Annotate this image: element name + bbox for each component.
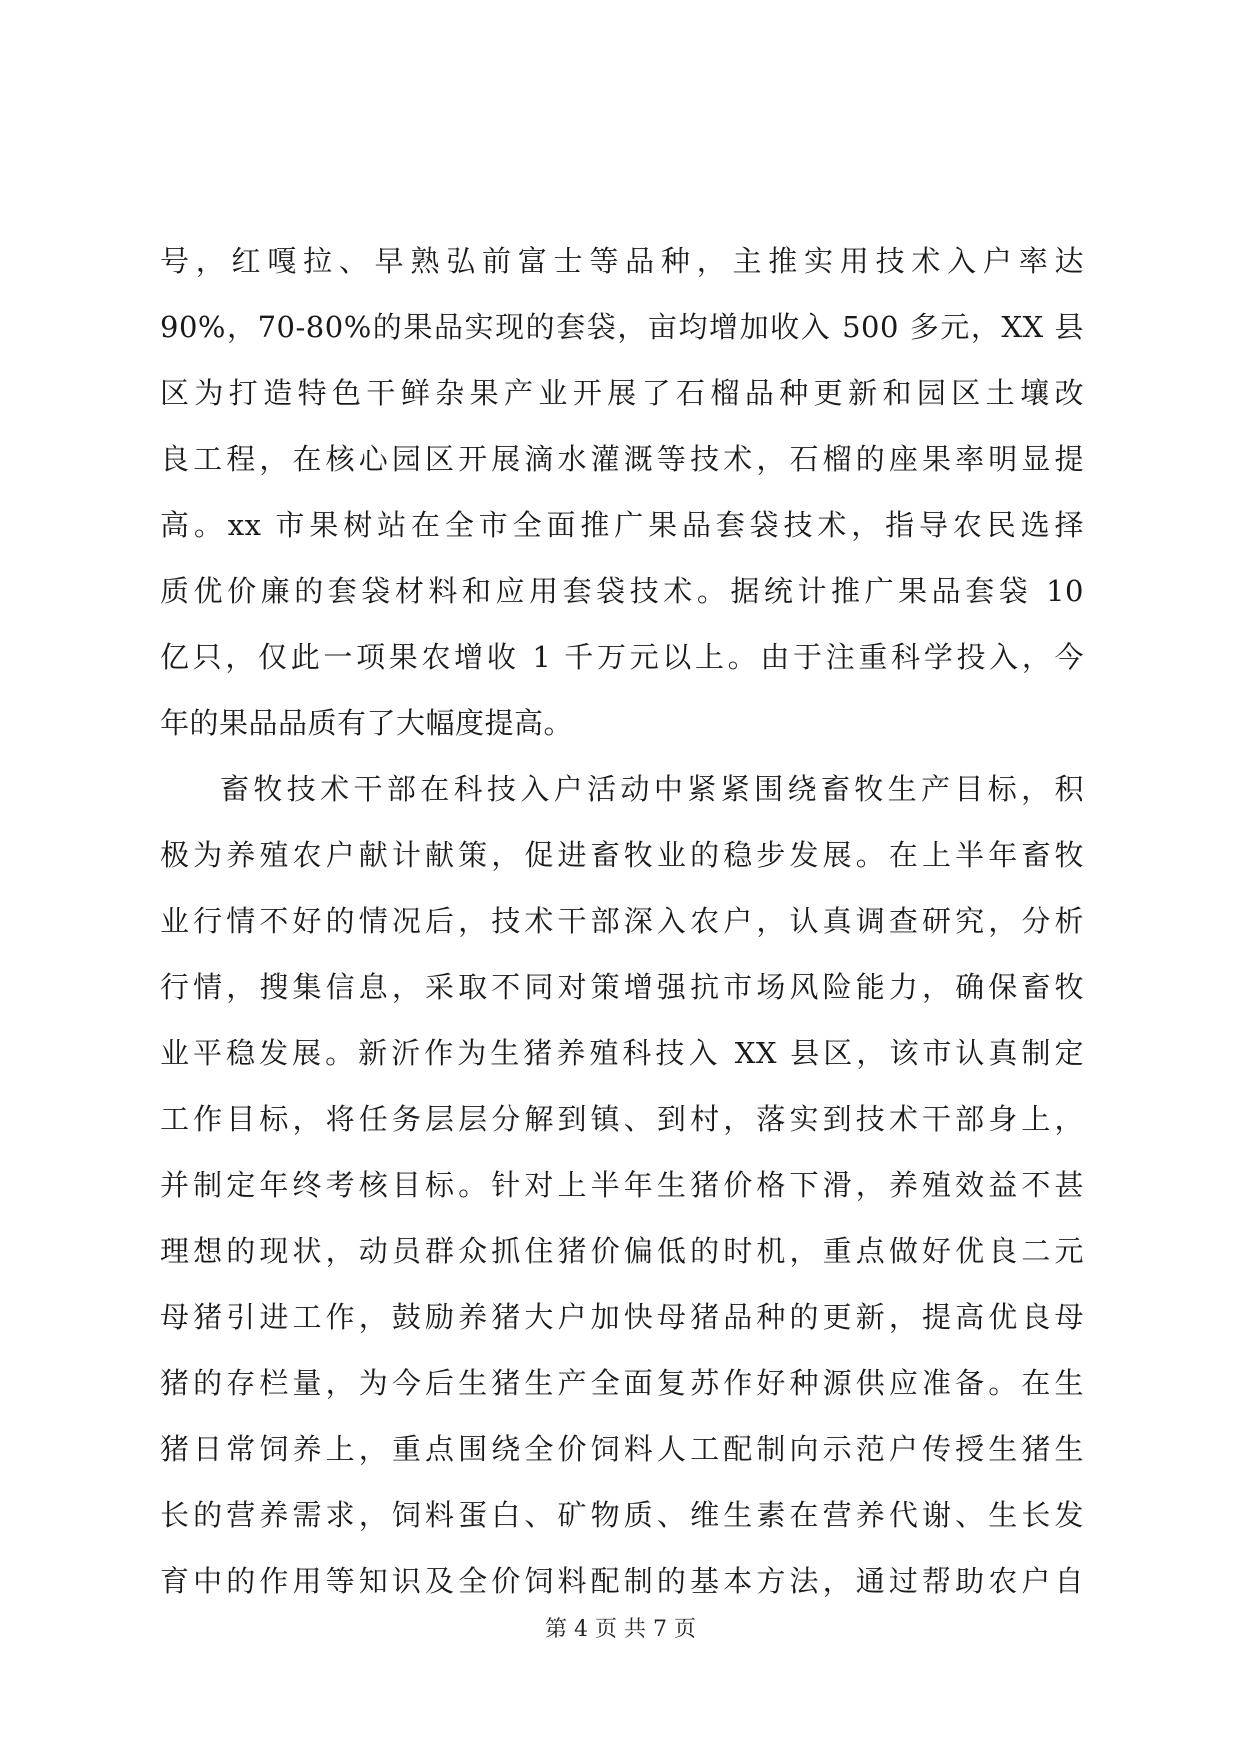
text-line: 育中的作用等知识及全价饲料配制的基本方法，通过帮助农户自 (160, 1564, 1084, 1598)
text-line: 理想的现状，动员群众抓住猪价偏低的时机，重点做好优良二元 (160, 1234, 1084, 1268)
text-line: 年的果品品质有了大幅度提高。 (160, 706, 574, 740)
text-line: 业行情不好的情况后，技术干部深入农户，认真调查研究，分析 (160, 904, 1084, 938)
paragraph-1 (160, 228, 1084, 756)
text-line: 业平稳发展。新沂作为生猪养殖科技入 XX 县区，该市认真制定 (160, 1036, 1084, 1070)
text-line: 号，红嘎拉、早熟弘前富士等品种，主推实用技术入户率达 (160, 244, 1084, 278)
text-line: 并制定年终考核目标。针对上半年生猪价格下滑，养殖效益不甚 (160, 1168, 1084, 1202)
text-line: 质优价廉的套袋材料和应用套袋技术。据统计推广果品套袋 10 (160, 574, 1084, 608)
page-number-footer: 第 4 页 共 7 页 (545, 1617, 696, 1642)
text-line: 行情，搜集信息，采取不同对策增强抗市场风险能力，确保畜牧 (160, 970, 1084, 1004)
text-line: 极为养殖农户献计献策，促进畜牧业的稳步发展。在上半年畜牧 (160, 838, 1084, 872)
document-body (160, 228, 1084, 1614)
text-line: 90%，70-80%的果品实现的套袋，亩均增加收入 500 多元，XX 县 (160, 310, 1084, 344)
paragraph-2 (160, 756, 1084, 1614)
text-line: 高。xx 市果树站在全市全面推广果品套袋技术，指导农民选择 (160, 508, 1084, 542)
text-line: 良工程，在核心园区开展滴水灌溉等技术，石榴的座果率明显提 (160, 442, 1084, 476)
text-line: 长的营养需求，饲料蛋白、矿物质、维生素在营养代谢、生长发 (160, 1498, 1084, 1532)
text-line: 猪日常饲养上，重点围绕全价饲料人工配制向示范户传授生猪生 (160, 1432, 1084, 1466)
text-line: 区为打造特色干鲜杂果产业开展了石榴品种更新和园区土壤改 (160, 376, 1084, 410)
text-line: 工作目标，将任务层层分解到镇、到村，落实到技术干部身上， (160, 1102, 1084, 1136)
text-line: 亿只，仅此一项果农增收 1 千万元以上。由于注重科学投入，今 (160, 640, 1084, 674)
text-line: 猪的存栏量，为今后生猪生产全面复苏作好种源供应准备。在生 (160, 1366, 1084, 1400)
text-line: 畜牧技术干部在科技入户活动中紧紧围绕畜牧生产目标，积 (220, 772, 1084, 806)
text-line: 母猪引进工作，鼓励养猪大户加快母猪品种的更新，提高优良母 (160, 1300, 1084, 1334)
